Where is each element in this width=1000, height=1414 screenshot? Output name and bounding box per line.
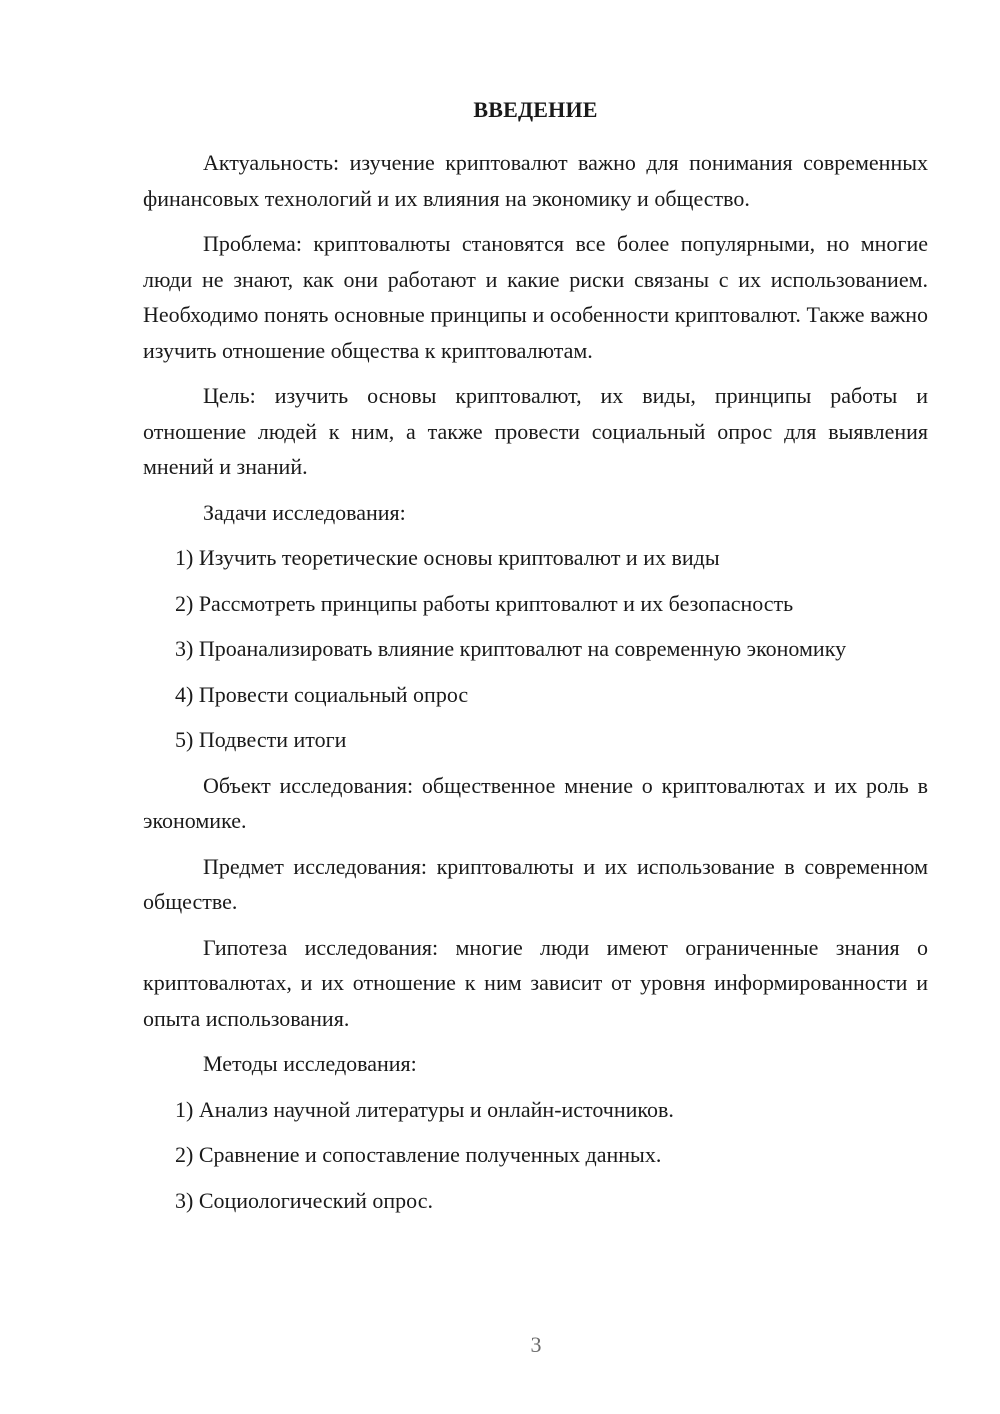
section-title: ВВЕДЕНИЕ [473, 97, 598, 122]
subject-paragraph: Предмет исследования: криптовалюты и их использование в современном обществе. [143, 853, 928, 914]
object-paragraph: Объект исследования: общественное мнение о криптовалютах и их роль в экономике. [143, 772, 928, 833]
document-page [143, 95, 928, 1228]
method-item: 3) Социологический опрос. [175, 1187, 433, 1213]
task-item: 5) Подвести итоги [175, 727, 347, 752]
methods-heading: Методы исследования: [203, 1051, 417, 1076]
relevance-paragraph: Актуальность: изучение криптовалют важно для понимания современных финансовых технологий и их влияния на экономику и общество. [143, 150, 928, 211]
task-item: 1) Изучить теоретические основы криптовалют и их виды [175, 545, 720, 570]
tasks-heading: Задачи исследования: [203, 499, 406, 525]
page-number: 3 [530, 1332, 542, 1357]
task-item: 4) Провести социальный опрос [175, 681, 469, 707]
goal-paragraph: Цель: изучить основы криптовалют, их виды, принципы работы и отношение людей к ним, а также провести социальный опрос для выявления мнений и знаний. [143, 383, 928, 479]
problem-paragraph: Проблема: криптовалюты становятся все более популярными, но многие люди не знают, как они работают и какие риски связаны с их использованием. Необходимо понять основные принципы и особенности криптовалют. Также важно изучить отношение общества к криптовалютам. [143, 231, 928, 363]
method-item: 2) Сравнение и сопоставление полученных данных. [175, 1142, 662, 1167]
task-item: 3) Проанализировать влияние криптовалют на современную экономику [175, 636, 847, 661]
task-item: 2) Рассмотреть принципы работы криптовалют и их безопасность [175, 590, 794, 616]
hypothesis-paragraph: Гипотеза исследования: многие люди имеют ограниченные знания о криптовалютах, и их отношение к ним зависит от уровня информированности и опыта использования. [143, 934, 928, 1031]
method-item: 1) Анализ научной литературы и онлайн-источников. [175, 1096, 674, 1122]
